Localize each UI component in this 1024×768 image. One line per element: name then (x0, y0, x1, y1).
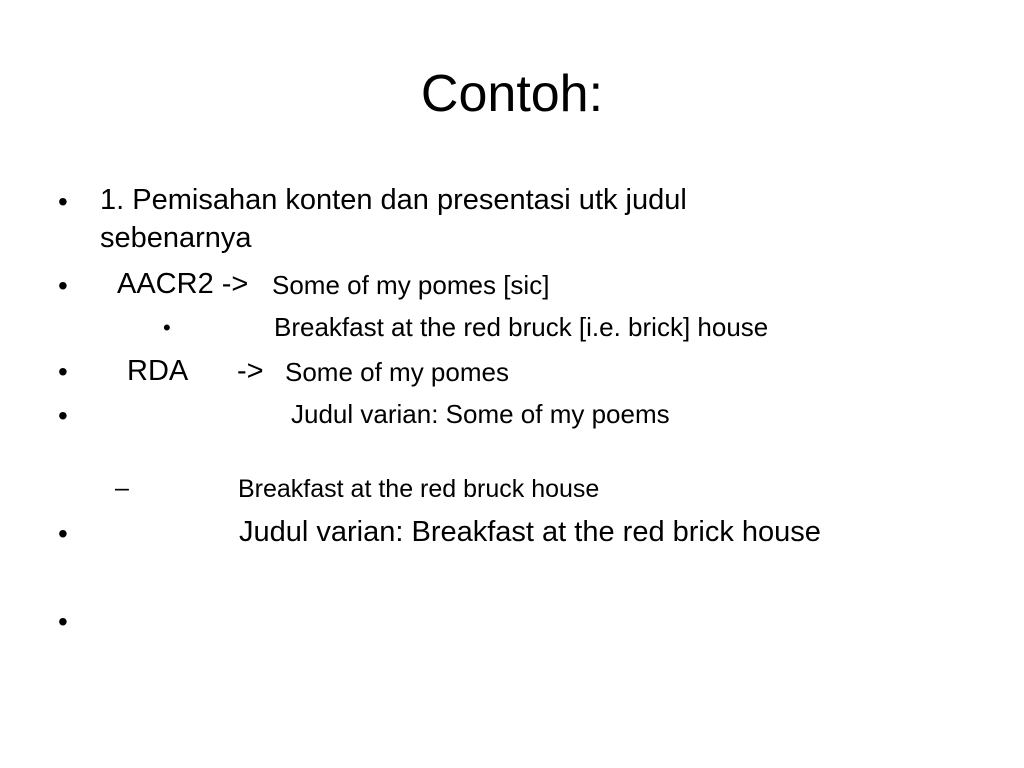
item-4-text: Some of my pomes (285, 357, 509, 387)
item-2-text: Some of my pomes [sic] (272, 270, 550, 300)
item-7-text: Judul varian: Breakfast at the red brick house (239, 516, 821, 548)
bullet-marker: • (58, 518, 68, 549)
item-4-arrow: -> (237, 355, 264, 387)
slide-title: Contoh: (420, 65, 604, 123)
bullet-marker: • (58, 270, 68, 301)
item-6-text: Breakfast at the red bruck house (238, 475, 600, 503)
item-2-lead: AACR2 -> (117, 268, 249, 300)
item-4-lead: RDA (127, 355, 189, 387)
bullet-marker: • (163, 315, 171, 340)
item-1-continuation: sebenarnya (100, 222, 252, 254)
bullet-marker: • (58, 400, 68, 431)
bullet-marker: • (58, 606, 68, 637)
bullet-marker: • (58, 356, 68, 387)
bullet-marker: • (58, 186, 68, 217)
dash-marker: – (115, 474, 129, 502)
item-5-text: Judul varian: Some of my poems (291, 399, 670, 429)
item-1-text: 1. Pemisahan konten dan presentasi utk judul (100, 184, 687, 216)
item-3-text: Breakfast at the red bruck [i.e. brick] house (274, 312, 769, 342)
